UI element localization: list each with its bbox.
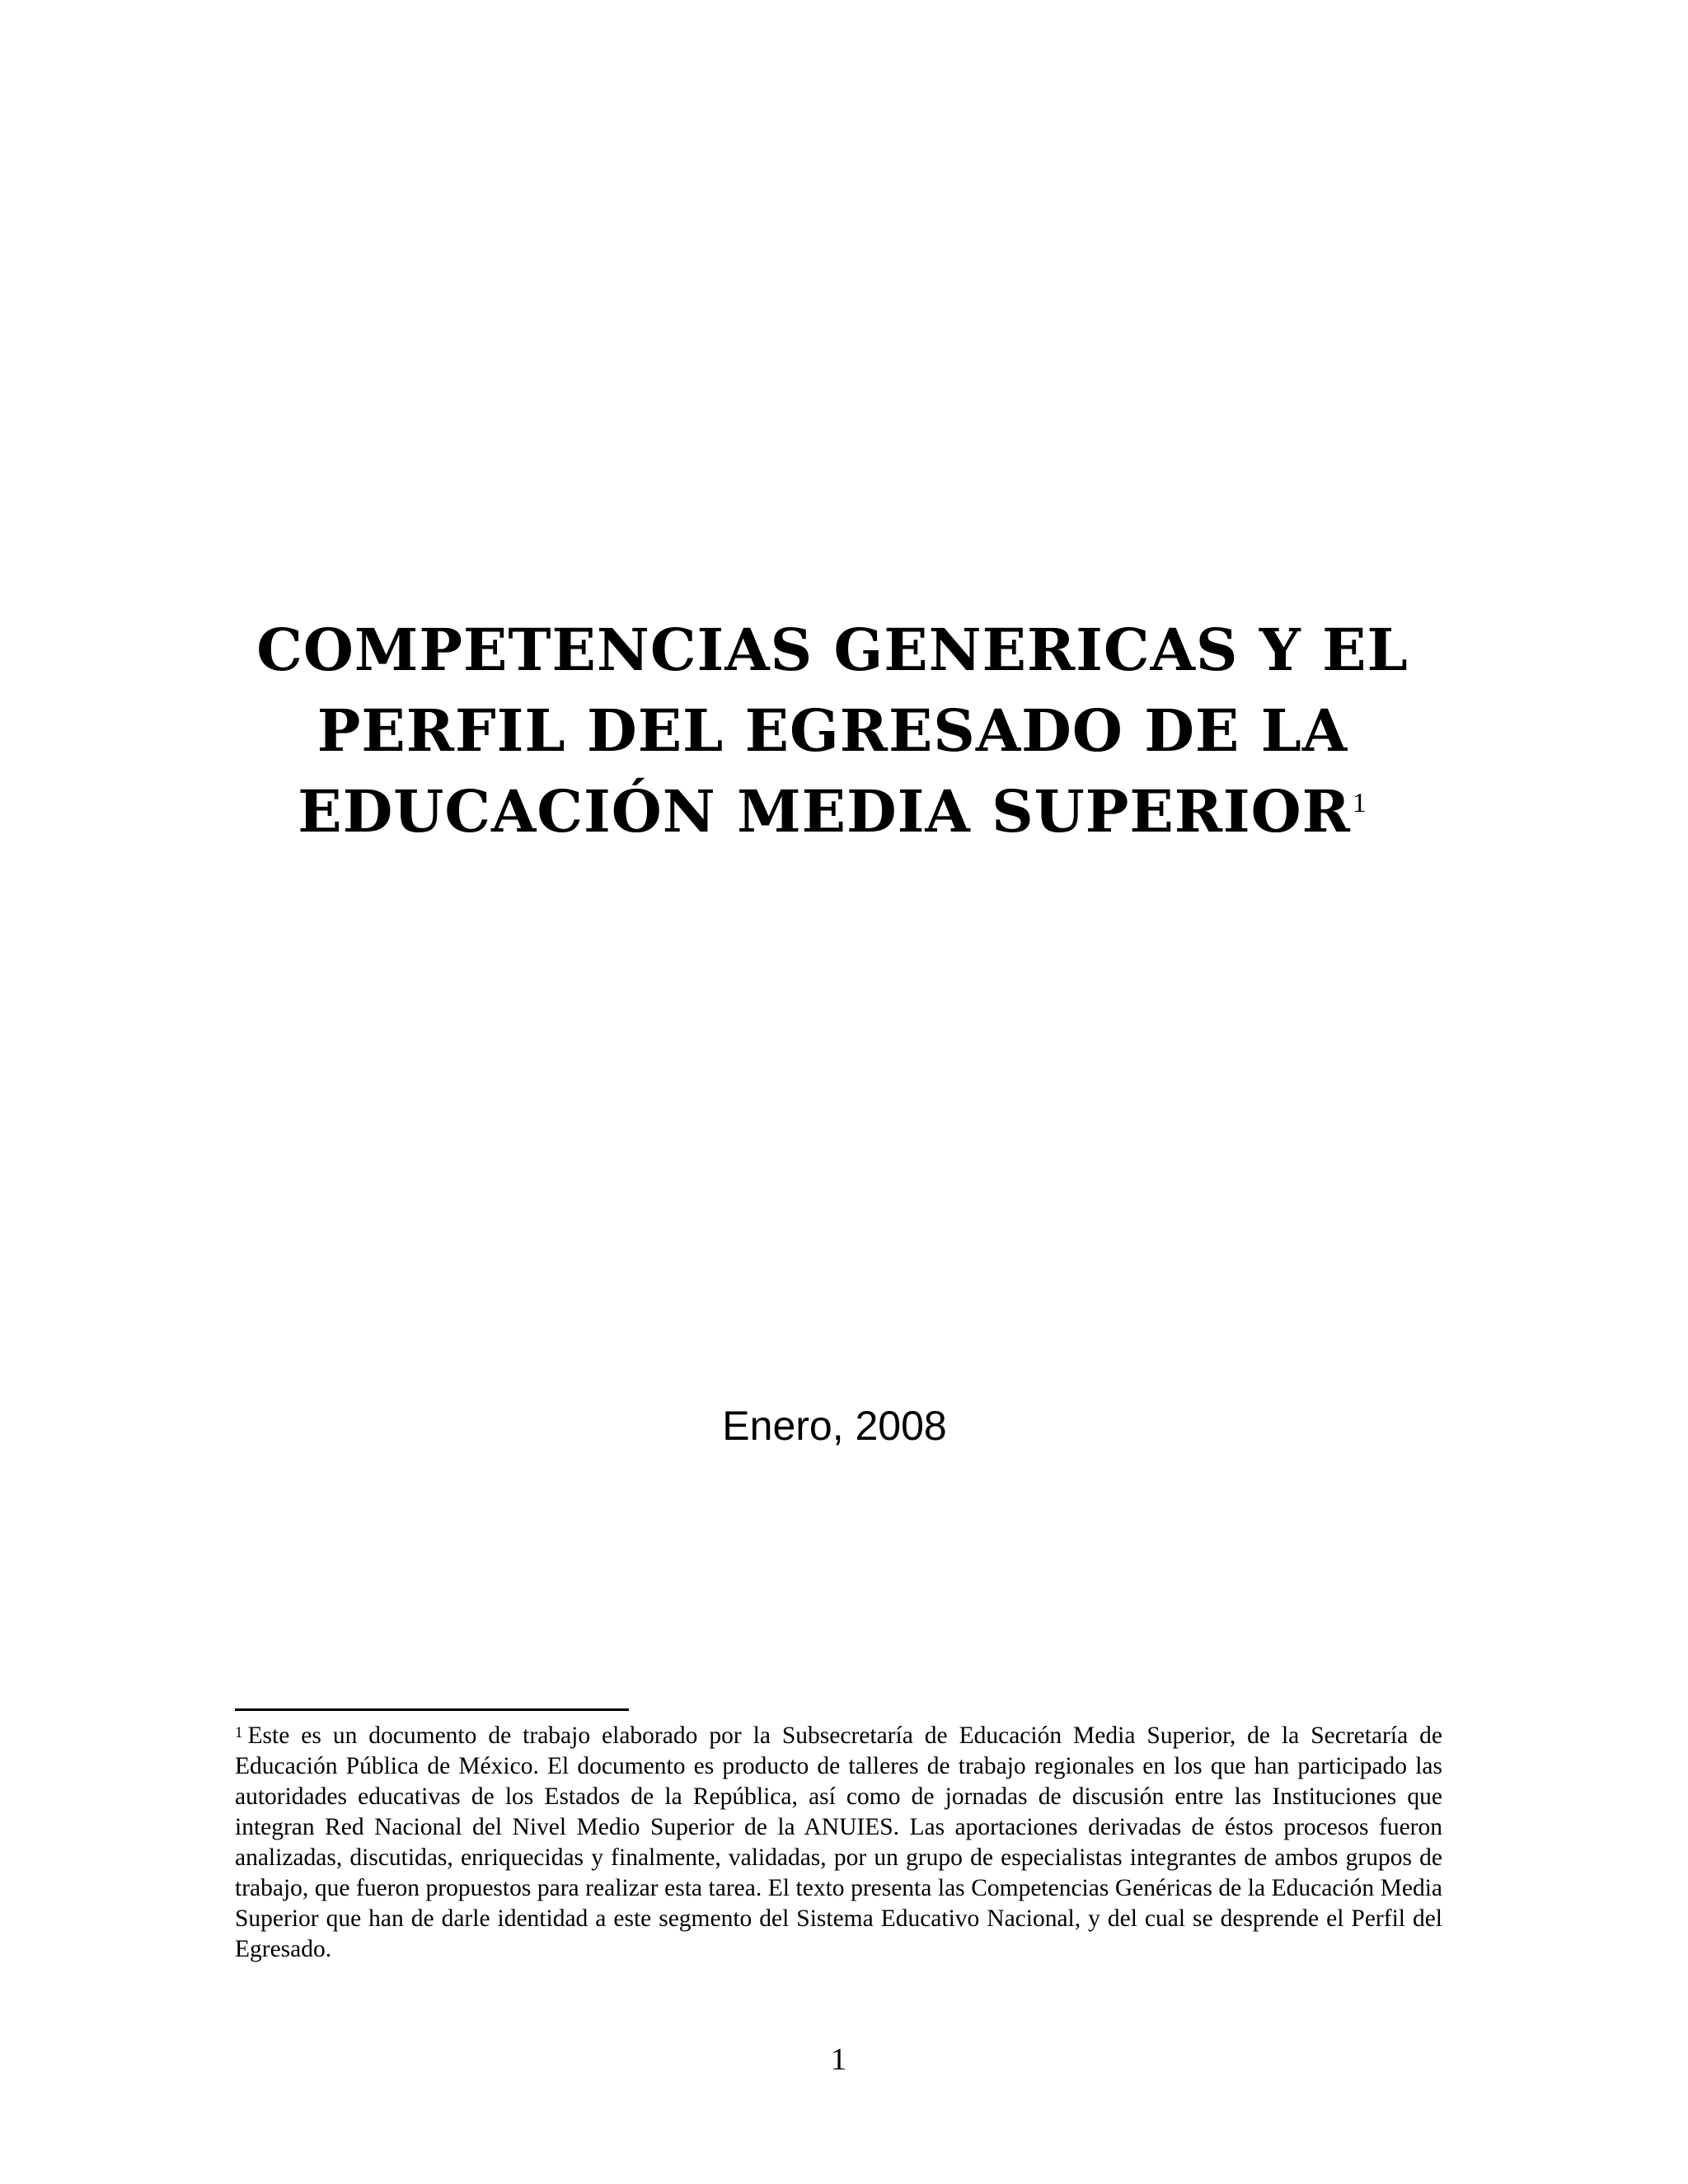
footnote [235, 1721, 1442, 1965]
title-line-2: PERFIL DEL EGRESADO DE LA [316, 696, 1348, 765]
document-title [165, 610, 1500, 852]
title-footnote-reference[interactable]: 1 [1352, 788, 1367, 818]
page-number: 1 [831, 2042, 846, 2077]
title-line-1: COMPETENCIAS GENERICAS Y EL [256, 616, 1409, 684]
title-line-3 [165, 771, 1500, 852]
document-date: Enero, 2008 [722, 1403, 947, 1449]
footnote-number: 1 [235, 1724, 243, 1741]
footnote-text: Este es un documento de trabajo elaborado por la Subsecretaría de Educación Media Superior, de la Secretaría de Educación Pública de México. El documento es producto de talleres de trabajo regionales en los que han participado las autoridades educativas de los Estados de la República, así como de jornadas de discusión entre las Instituciones que integran Red Nacional del Nivel Medio Superior de la ANUIES. Las aportaciones derivadas de éstos procesos fueron analizadas, discutidas, enriquecidas y finalmente, validadas, por un grupo de especialistas integrantes de ambos grupos de trabajo, que fueron propuestos para realizar esta tarea. El texto presenta las Competencias Genéricas de la Educación Media Superior que han de darle identidad a este segmento del Sistema Educativo Nacional, y del cual se desprende el Perfil del Egresado. [235, 1722, 1442, 1962]
footnote-separator [235, 1708, 629, 1711]
title-line-3-text: EDUCACIÓN MEDIA SUPERIOR [298, 777, 1351, 846]
